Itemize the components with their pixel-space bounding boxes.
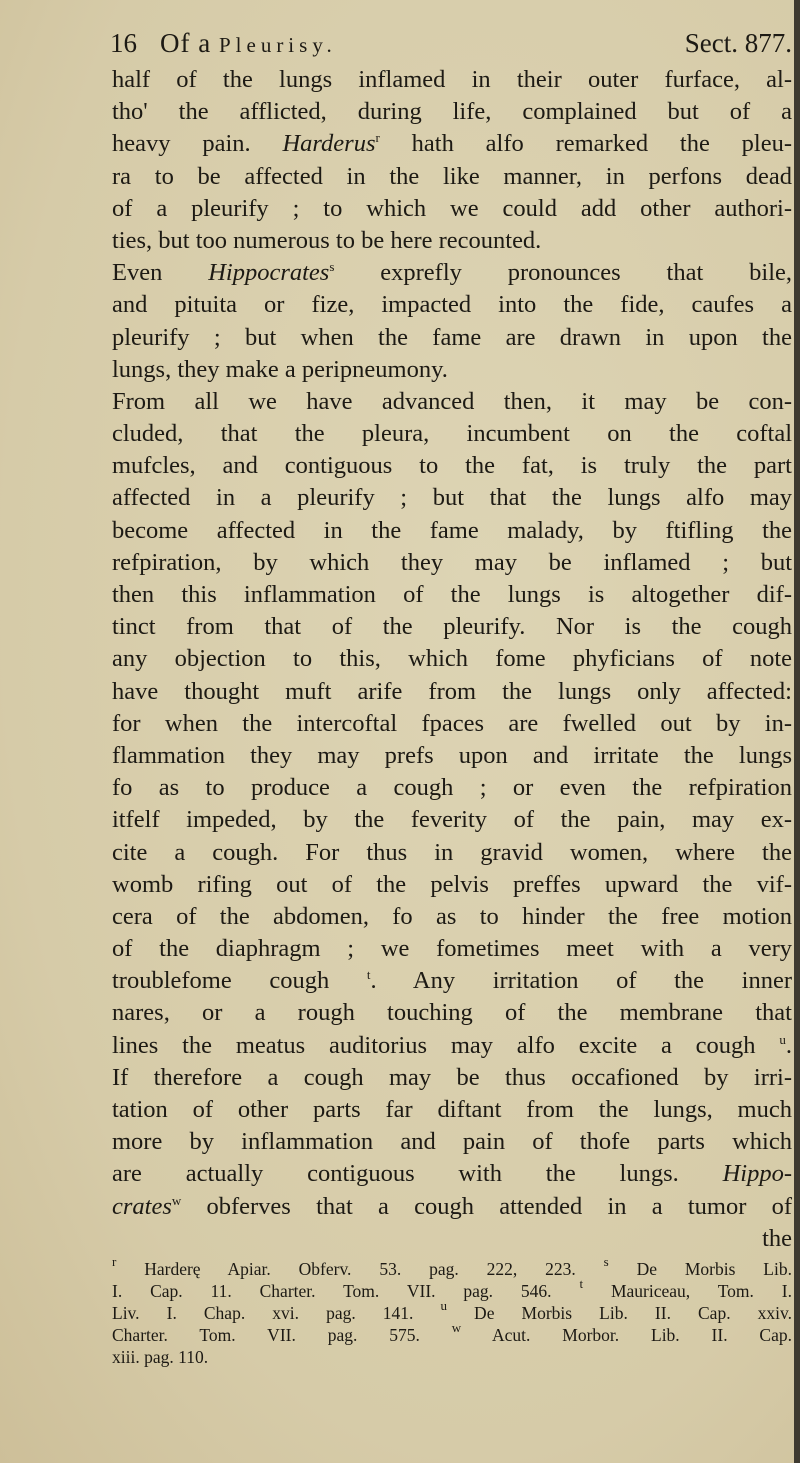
text-run: cera of the abdomen, fo as to hinder the free motion <box>112 902 792 930</box>
text-line <box>112 611 792 643</box>
text-line <box>112 289 792 321</box>
text-run: the <box>762 1224 792 1252</box>
text-line <box>112 1223 792 1255</box>
text-run: refpiration, by which they may be inflamed ; but <box>112 548 792 576</box>
text-line <box>112 804 792 836</box>
text-line <box>112 997 792 1029</box>
text-run: heavy pain. <box>112 130 283 158</box>
text-line <box>112 515 792 547</box>
text-line <box>112 96 792 128</box>
text-line <box>112 193 792 225</box>
text-line <box>112 386 792 418</box>
footnote-marker: r <box>112 1254 117 1269</box>
italic-text: Hippo- <box>722 1160 792 1188</box>
text-run: Acut. Morbor. Lib. II. Cap. <box>461 1325 792 1345</box>
footnote-marker: w <box>451 1320 462 1335</box>
text-run: De Morbis Lib. <box>608 1259 792 1279</box>
text-run: half of the lungs inflamed in their outer furface, al- <box>112 66 792 93</box>
running-title-caps: Pleurisy. <box>218 33 337 57</box>
text-run: tho' the afflicted, during life, complained but of a <box>112 98 792 126</box>
text-run: of the diaphragm ; we fometimes meet with a very <box>112 935 792 963</box>
page-header <box>110 28 792 62</box>
text-run: tation of other parts far diftant from the lungs, much <box>112 1096 792 1123</box>
text-run: become affected in the fame malady, by ftifling the <box>112 516 792 544</box>
text-run: and pituita or fize, impacted into the fide, caufes a <box>112 291 792 319</box>
text-run: nares, or a rough touching of the membrane that <box>112 999 792 1027</box>
italic-text: Harderus <box>282 130 376 158</box>
text-run: . <box>785 1031 792 1059</box>
text-run: tinct from that of the pleurify. Nor is the cough <box>112 613 792 641</box>
text-line <box>112 740 792 772</box>
text-run: then this inflammation of the lungs is altogether dif- <box>112 581 792 608</box>
page-number: 16 <box>110 28 137 58</box>
text-line <box>112 450 792 482</box>
text-run: obferves that a cough attended in a tumor of <box>181 1192 792 1220</box>
text-line <box>112 965 792 997</box>
text-run: cite a cough. For thus in gravid women, where the <box>112 838 792 866</box>
text-run: exprefly pronounces that bile, <box>334 259 792 287</box>
text-line <box>112 1191 792 1223</box>
text-run: of a pleurify ; to which we could add other authori- <box>112 194 792 222</box>
footnote-marker: u <box>779 1031 786 1047</box>
text-run: mufcles, and contiguous to the fat, is truly the part <box>112 452 792 480</box>
text-line <box>112 772 792 804</box>
text-line <box>112 933 792 965</box>
text-run: Even <box>112 259 209 287</box>
page-edge-shadow <box>794 0 800 1463</box>
text-line <box>112 643 792 675</box>
text-run: lungs, they make a peripneumony. <box>112 355 448 383</box>
text-line <box>112 579 792 611</box>
text-run: have thought muft arife from the lungs only affected: <box>112 677 792 705</box>
text-run: fo as to produce a cough ; or even the refpiration <box>112 774 792 802</box>
text-line <box>112 1030 792 1062</box>
footnote-line <box>112 1276 792 1302</box>
text-run: any objection to this, which fome phyficians of note <box>112 645 792 673</box>
text-run: for when the intercoftal fpaces are fwelled out by in- <box>112 709 792 737</box>
text-line <box>112 676 792 708</box>
text-line <box>112 418 792 450</box>
italic-text: crates <box>112 1192 172 1220</box>
text-run: Liv. I. Chap. xvi. pag. 141. <box>112 1303 441 1323</box>
text-run: I. Cap. 11. Charter. Tom. VII. pag. 546. <box>112 1281 580 1301</box>
text-line <box>112 257 792 289</box>
footnotes <box>112 1254 792 1368</box>
text-run: lines the meatus auditorius may alfo excite a cough <box>112 1031 780 1059</box>
text-run: De Morbis Lib. II. Cap. xxiv. <box>446 1303 792 1323</box>
text-line <box>112 869 792 901</box>
text-line <box>112 161 792 193</box>
text-run: hath alfo remarked the pleu- <box>379 130 792 158</box>
running-title-prefix: Of a <box>160 28 212 58</box>
footnote-line <box>112 1254 792 1280</box>
footnote-marker: t <box>579 1276 584 1291</box>
footnote-line <box>112 1320 792 1346</box>
running-title <box>160 28 337 59</box>
italic-text: Hippocrates <box>208 259 330 287</box>
text-run: affected in a pleurify ; but that the lungs alfo may <box>112 484 792 512</box>
text-line <box>112 708 792 740</box>
text-line <box>112 1062 792 1094</box>
text-run: xiii. pag. 110. <box>112 1347 209 1367</box>
text-run: Mauriceau, Tom. I. <box>583 1281 792 1301</box>
text-run: Harderę Apiar. Obferv. 53. pag. 222, 223. <box>116 1259 604 1279</box>
footnote-marker: r <box>375 130 380 146</box>
text-line <box>112 901 792 933</box>
text-run: itfelf impeded, by the feverity of the pain, may ex- <box>112 806 792 834</box>
text-run: ra to be affected in the like manner, in perfons dead <box>112 162 792 190</box>
text-run: pleurify ; but when the fame are drawn in upon the <box>112 323 792 351</box>
text-run: more by inflammation and pain of thofe parts which <box>112 1128 792 1156</box>
footnote-marker: u <box>440 1298 447 1313</box>
footnote-line <box>112 1346 792 1368</box>
text-line <box>112 354 792 386</box>
text-line <box>112 1126 792 1158</box>
text-run: flammation they may prefs upon and irritate the lungs <box>112 741 792 769</box>
text-line <box>112 547 792 579</box>
text-run: cluded, that the pleura, incumbent on the coftal <box>112 420 792 448</box>
text-run: If therefore a cough may be thus occafioned by irri- <box>112 1063 792 1091</box>
text-line <box>112 837 792 869</box>
footnote-marker: s <box>603 1254 609 1269</box>
text-line <box>112 1158 792 1190</box>
text-run: womb rifing out of the pelvis preffes upward the vif- <box>112 870 792 898</box>
body-text <box>112 64 792 1255</box>
text-run: Charter. Tom. VII. pag. 575. <box>112 1325 452 1345</box>
text-line <box>112 482 792 514</box>
section-number: Sect. 877. <box>684 28 792 58</box>
footnote-marker: t <box>366 967 371 983</box>
text-line <box>112 128 792 160</box>
text-line <box>112 322 792 354</box>
text-line <box>112 225 792 257</box>
text-run: are actually contiguous with the lungs. <box>112 1160 723 1188</box>
text-run: . Any irritation of the inner <box>370 967 792 995</box>
footnote-marker: w <box>171 1192 182 1208</box>
footnote-marker: s <box>329 259 335 275</box>
text-run: troublefome cough <box>112 967 367 995</box>
text-run: ties, but too numerous to be here recounted. <box>112 226 542 254</box>
text-line <box>112 64 792 96</box>
text-line <box>112 1094 792 1126</box>
text-run: From all we have advanced then, it may be con- <box>112 387 792 415</box>
